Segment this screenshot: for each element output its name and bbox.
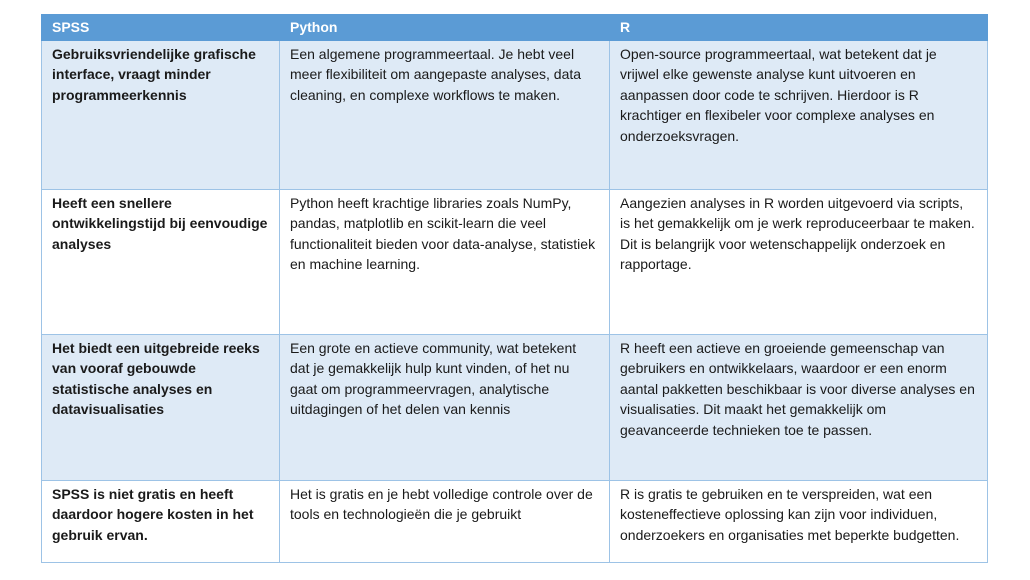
table-header-row [42,15,988,41]
comparison-table [41,14,988,563]
table-row [42,480,988,562]
cell-spss: Het biedt een uitgebreide reeks van vooraf gebouwde statistische analyses en datavisualisaties [42,334,280,480]
cell-python: Een grote en actieve community, wat betekent dat je gemakkelijk hulp kunt vinden, of het nu gaat om programmeervragen, analytische uitdagingen of het delen van kennis [280,334,610,480]
cell-r: Aangezien analyses in R worden uitgevoerd via scripts, is het gemakkelijk om je werk reproduceerbaar te maken. Dit is belangrijk voor wetenschappelijk onderzoek en rapportage. [610,189,988,334]
cell-r: R is gratis te gebruiken en te verspreiden, wat een kosteneffectieve oplossing kan zijn voor individuen, onderzoekers en organisaties met beperkte budgetten. [610,480,988,562]
cell-spss: Gebruiksvriendelijke grafische interface, vraagt minder programmeerkennis [42,40,280,189]
cell-spss: Heeft een snellere ontwikkelingstijd bij eenvoudige analyses [42,189,280,334]
cell-python: Een algemene programmeertaal. Je hebt veel meer flexibiliteit om aangepaste analyses, data cleaning, en complexe workflows te maken. [280,40,610,189]
table-row [42,334,988,480]
cell-spss: SPSS is niet gratis en heeft daardoor hogere kosten in het gebruik ervan. [42,480,280,562]
header-python: Python [280,15,610,41]
cell-r: R heeft een actieve en groeiende gemeenschap van gebruikers en ontwikkelaars, waardoor er een enorm aantal pakketten beschikbaar is voor diverse analyses en visualisaties. Dit maakt het gemakkelijk om geavanceerde technieken toe te passen. [610,334,988,480]
table-row [42,189,988,334]
table-row [42,40,988,189]
header-r: R [610,15,988,41]
cell-python: Het is gratis en je hebt volledige controle over de tools en technologieën die je gebruikt [280,480,610,562]
cell-python: Python heeft krachtige libraries zoals NumPy, pandas, matplotlib en scikit-learn die veel functionaliteit bieden voor data-analyse, statistiek en machine learning. [280,189,610,334]
header-spss: SPSS [42,15,280,41]
cell-r: Open-source programmeertaal, wat betekent dat je vrijwel elke gewenste analyse kunt uitvoeren en aanpassen door code te schrijven. Hierdoor is R krachtiger en flexibeler voor complexe analyses en onderzoeksvragen. [610,40,988,189]
